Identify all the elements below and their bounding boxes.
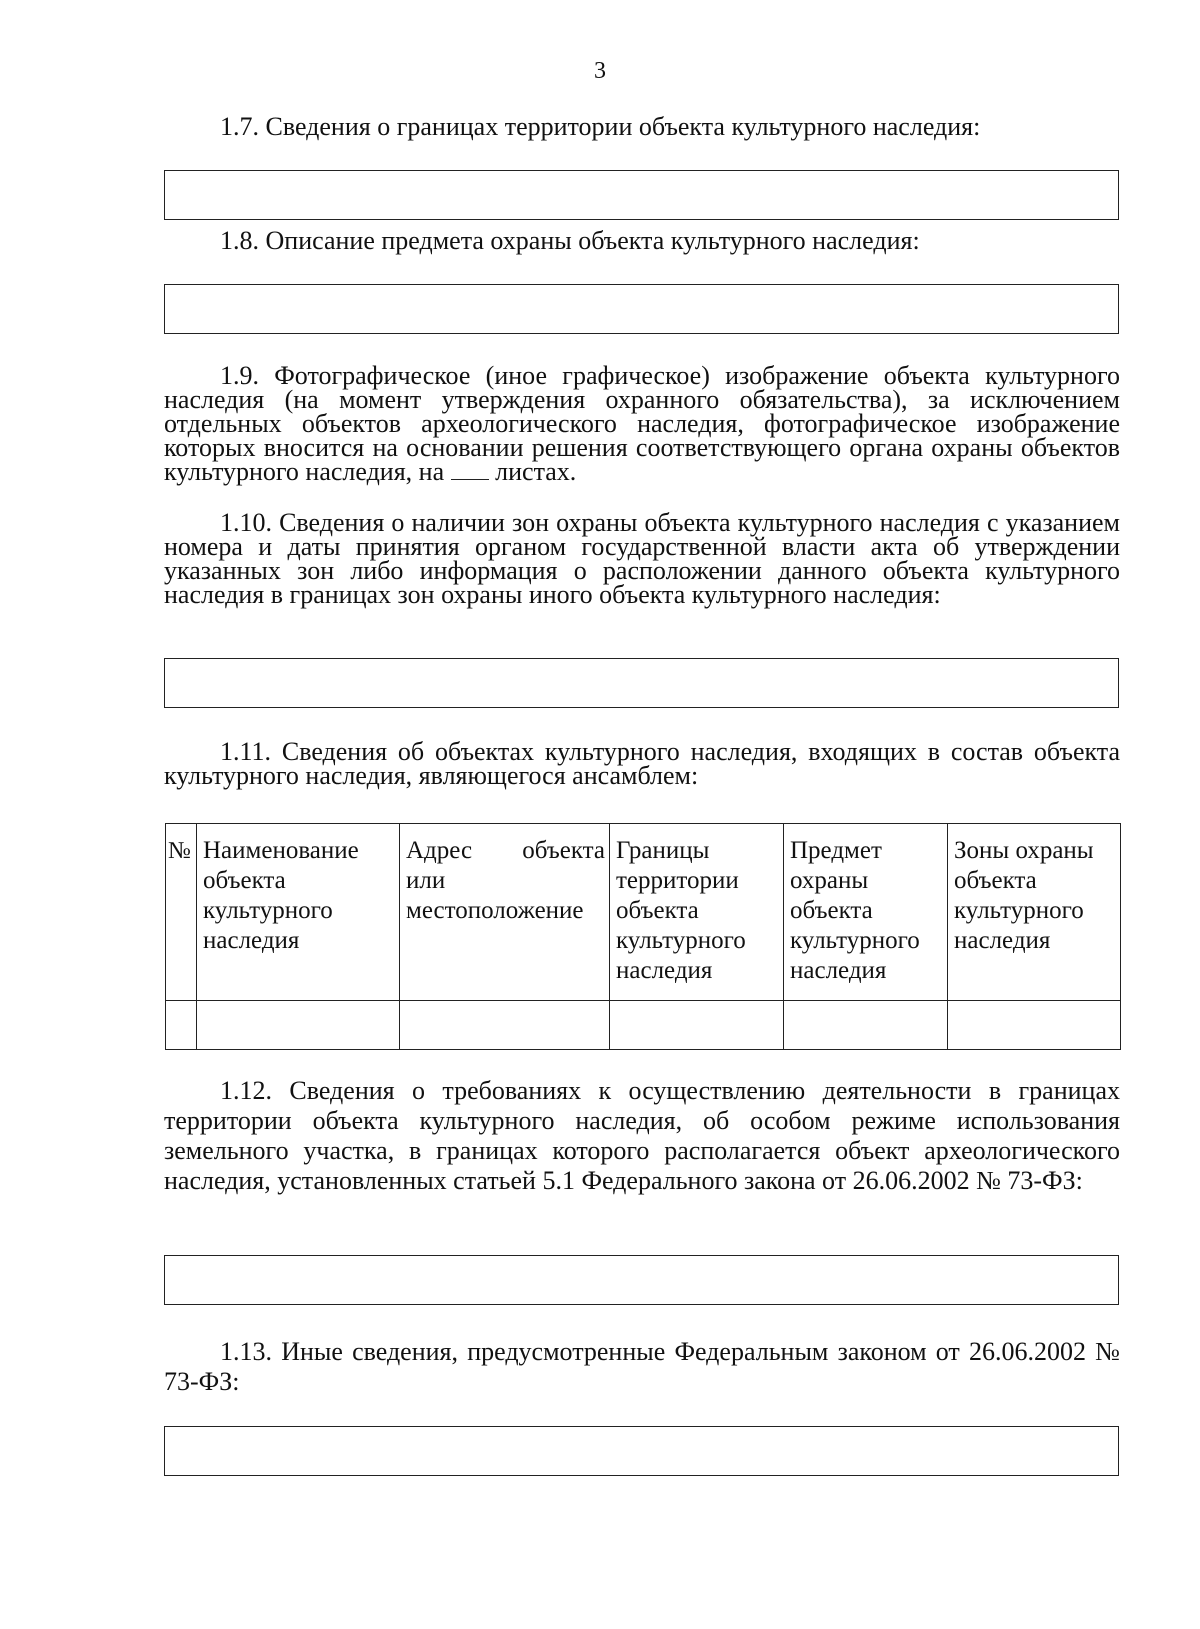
- section-1-7-heading: 1.7. Сведения о границах территории объекта культурного наследия:: [220, 112, 981, 141]
- section-1-12-paragraph: 1.12. Сведения о требованиях к осуществлению деятельности в границах территории объекта культурного наследия, об особом режиме использования земельного участка, в границах которого располагается объект археологического наследия, установленных статьей 5.1 Федерального закона от 26.06.2002 № 73-ФЗ:: [164, 1076, 1120, 1195]
- section-1-13-paragraph: 1.13. Иные сведения, предусмотренные Федеральным законом от 26.06.2002 № 73-ФЗ:: [164, 1337, 1120, 1396]
- table-header-subject: Предмет охраны объекта культурного наследия: [784, 824, 948, 1001]
- section-1-9-paragraph: [164, 361, 1120, 486]
- section-1-7-field[interactable]: [164, 170, 1119, 220]
- section-1-12-field[interactable]: [164, 1255, 1119, 1305]
- section-1-10-field[interactable]: [164, 658, 1119, 708]
- ensemble-objects-table: [165, 823, 1121, 1050]
- table-cell-number[interactable]: [166, 1001, 197, 1050]
- section-1-13-field[interactable]: [164, 1426, 1119, 1476]
- sheet-count-blank[interactable]: [451, 461, 489, 480]
- table-cell-name[interactable]: [197, 1001, 400, 1050]
- section-1-9-text-end: листах.: [488, 457, 577, 486]
- table-row: [166, 1001, 1121, 1050]
- table-cell-zones[interactable]: [948, 1001, 1121, 1050]
- section-1-10-paragraph: 1.10. Сведения о наличии зон охраны объекта культурного наследия с указанием номера и даты принятия органом государственной власти акта об утверждении указанных зон либо информация о расположении данного объекта культурного наследия в границах зон охраны иного объекта культурного наследия:: [164, 508, 1120, 609]
- page-number: 3: [594, 58, 606, 84]
- table-header-row: [166, 824, 1121, 1001]
- table-header-name: Наименование объекта культурного наследия: [197, 824, 400, 1001]
- table-cell-address[interactable]: [400, 1001, 610, 1050]
- section-1-9-text: 1.9. Фотографическое (иное графическое) изображение объекта культурного наследия (на момент утверждения охранного обязательства), за исключением отдельных объектов археологического наследия, фотографическое изображение которых вносится на основании решения соответствующего органа охраны объектов культурного наследия, на: [164, 361, 1120, 486]
- table-cell-borders[interactable]: [610, 1001, 784, 1050]
- table-cell-subject[interactable]: [784, 1001, 948, 1050]
- section-1-8-field[interactable]: [164, 284, 1119, 334]
- table-header-borders: Границы территории объекта культурного наследия: [610, 824, 784, 1001]
- table-header-number: №: [166, 824, 197, 1001]
- section-1-8-heading: 1.8. Описание предмета охраны объекта культурного наследия:: [220, 226, 920, 255]
- table-header-address-text: Адрес объекта или местоположение: [406, 837, 605, 924]
- table-header-zones: Зоны охраны объекта культурного наследия: [948, 824, 1121, 1001]
- table-header-address: [400, 824, 610, 1001]
- section-1-11-paragraph: 1.11. Сведения об объектах культурного наследия, входящих в состав объекта культурного наследия, являющегося ансамблем:: [164, 737, 1120, 790]
